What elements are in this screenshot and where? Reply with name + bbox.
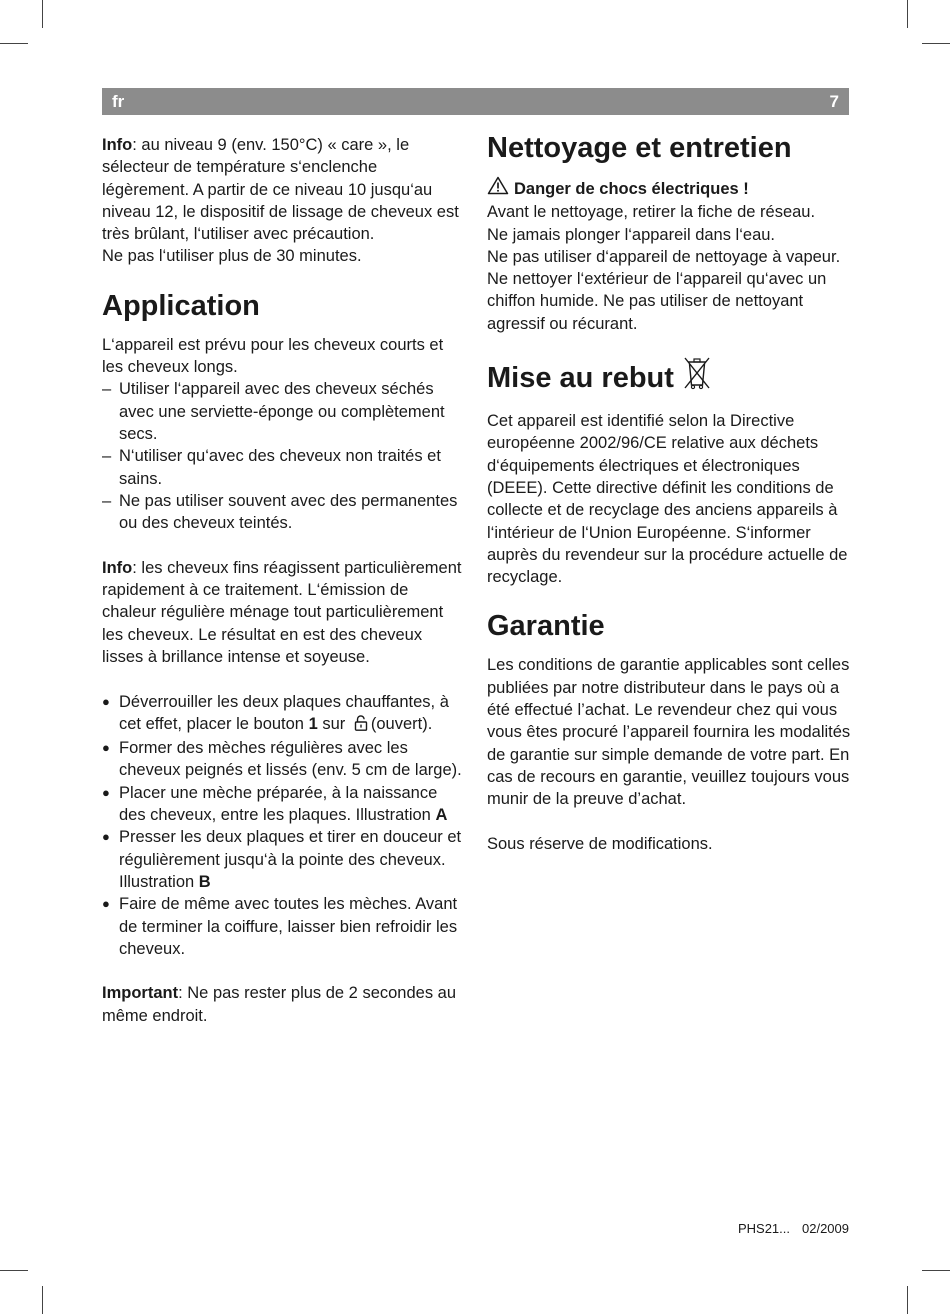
list-item: – N‘utiliser qu‘avec des cheveux non traités et sains. bbox=[102, 447, 441, 488]
list-item: – Utiliser l‘appareil avec des cheveux séchés avec une serviette-éponge ou complètement secs. bbox=[102, 380, 445, 443]
info-paragraph: Info: au niveau 9 (env. 150°C) « care », le sélecteur de température s‘enclenche légèrement. A partir de ce niveau 10 jusqu‘au niveau 12, le dispositif de lissage de cheveux est très brûlant, l‘utiliser avec précaution. bbox=[102, 136, 459, 244]
list-item: ● Déverrouiller les deux plaques chauffantes, à cet effet, placer le bouton 1 sur (ouvert). bbox=[102, 691, 467, 738]
crop-mark bbox=[0, 1270, 28, 1271]
page-number: 7 bbox=[829, 91, 839, 111]
list-item: – Ne pas utiliser souvent avec des permanentes ou des cheveux teintés. bbox=[102, 491, 458, 533]
list-item: ● Former des mèches régulières avec les cheveux peignés et lissés (env. 5 cm de large). bbox=[102, 739, 462, 780]
info-limit: Ne pas l‘utiliser plus de 30 minutes. bbox=[102, 247, 362, 266]
crop-mark bbox=[922, 1270, 950, 1271]
crop-mark bbox=[0, 43, 28, 44]
model-number: PHS21... bbox=[737, 1221, 790, 1236]
section-title-cleaning: Nettoyage et entretien bbox=[487, 132, 792, 164]
page-footer bbox=[738, 1221, 849, 1236]
cleaning-line: Avant le nettoyage, retirer la fiche de réseau. bbox=[487, 203, 816, 222]
right-column bbox=[487, 134, 852, 855]
disposal-text: Cet appareil est identifié selon la Directive européenne 2002/96/CE relative aux déchets d‘équipements électriques et électroniques (DEEE). Cette directive définit les conditions de collecte et de recyclage des anciens appareils à l‘intérieur de l‘Union Européenne. S‘informer auprès du revendeur sur la procédure actuelle de recyclage. bbox=[487, 412, 848, 587]
info-paragraph-2: Info: les cheveux fins réagissent particulièrement rapidement à ce traitement. L‘émission de chaleur régulière ménage tout particulièrement les cheveux. Le résultat en est des cheveux lisses à brillance intense et soyeuse. bbox=[102, 558, 462, 666]
crop-mark bbox=[907, 1286, 908, 1314]
page-header bbox=[102, 88, 849, 115]
unlocked-padlock-icon bbox=[354, 715, 368, 737]
danger-warning: Danger de chocs électriques ! bbox=[487, 176, 852, 201]
warranty-text: Les conditions de garantie applicables sont celles publiées par notre distributeur dans le pays où a été effectué l’achat. Le revendeur chez qui vous vous êtes procuré l’appareil fournira les modalités de garantie sur simple demande de votre part. En cas de recours en garantie, veuillez toujours vous munir de la preuve d’achat. bbox=[487, 656, 851, 809]
crop-mark bbox=[42, 1286, 43, 1314]
list-item: ● Faire de même avec toutes les mèches. Avant de terminer la coiffure, laisser bien refroidir les cheveux. bbox=[102, 895, 458, 958]
section-title-disposal: Mise au rebut bbox=[487, 355, 852, 400]
left-column bbox=[102, 134, 467, 1027]
application-intro: L‘appareil est prévu pour les cheveux courts et les cheveux longs. bbox=[102, 335, 444, 377]
reserve-note: Sous réserve de modifications. bbox=[487, 834, 713, 853]
list-item: ● Placer une mèche préparée, à la naissance des cheveux, entre les plaques. Illustration A bbox=[102, 783, 448, 825]
footer-date: 02/2009 bbox=[802, 1221, 849, 1236]
crop-mark bbox=[42, 0, 43, 28]
important-note: Important: Ne pas rester plus de 2 secondes au même endroit. bbox=[102, 984, 457, 1025]
application-list bbox=[102, 378, 467, 534]
cleaning-line: Ne nettoyer l‘extérieur de l‘appareil qu‘avec un chiffon humide. Ne pas utiliser de nettoyant agressif ou récurant. bbox=[487, 270, 827, 333]
language-code: fr bbox=[112, 91, 125, 111]
section-title-warranty: Garantie bbox=[487, 610, 605, 643]
crop-mark bbox=[907, 0, 908, 28]
steps-list bbox=[102, 691, 467, 961]
cleaning-line: Ne jamais plonger l‘appareil dans l‘eau. bbox=[487, 225, 776, 244]
crossed-bin-icon bbox=[682, 355, 712, 400]
list-item: ● Presser les deux plaques et tirer en douceur et régulièrement jusqu‘à la pointe des cheveux. Illustration B bbox=[102, 828, 462, 891]
crop-mark bbox=[922, 43, 950, 44]
warning-triangle-icon bbox=[487, 176, 514, 201]
section-title-application: Application bbox=[102, 289, 260, 322]
cleaning-line: Ne pas utiliser d‘appareil de nettoyage à vapeur. bbox=[487, 247, 841, 266]
